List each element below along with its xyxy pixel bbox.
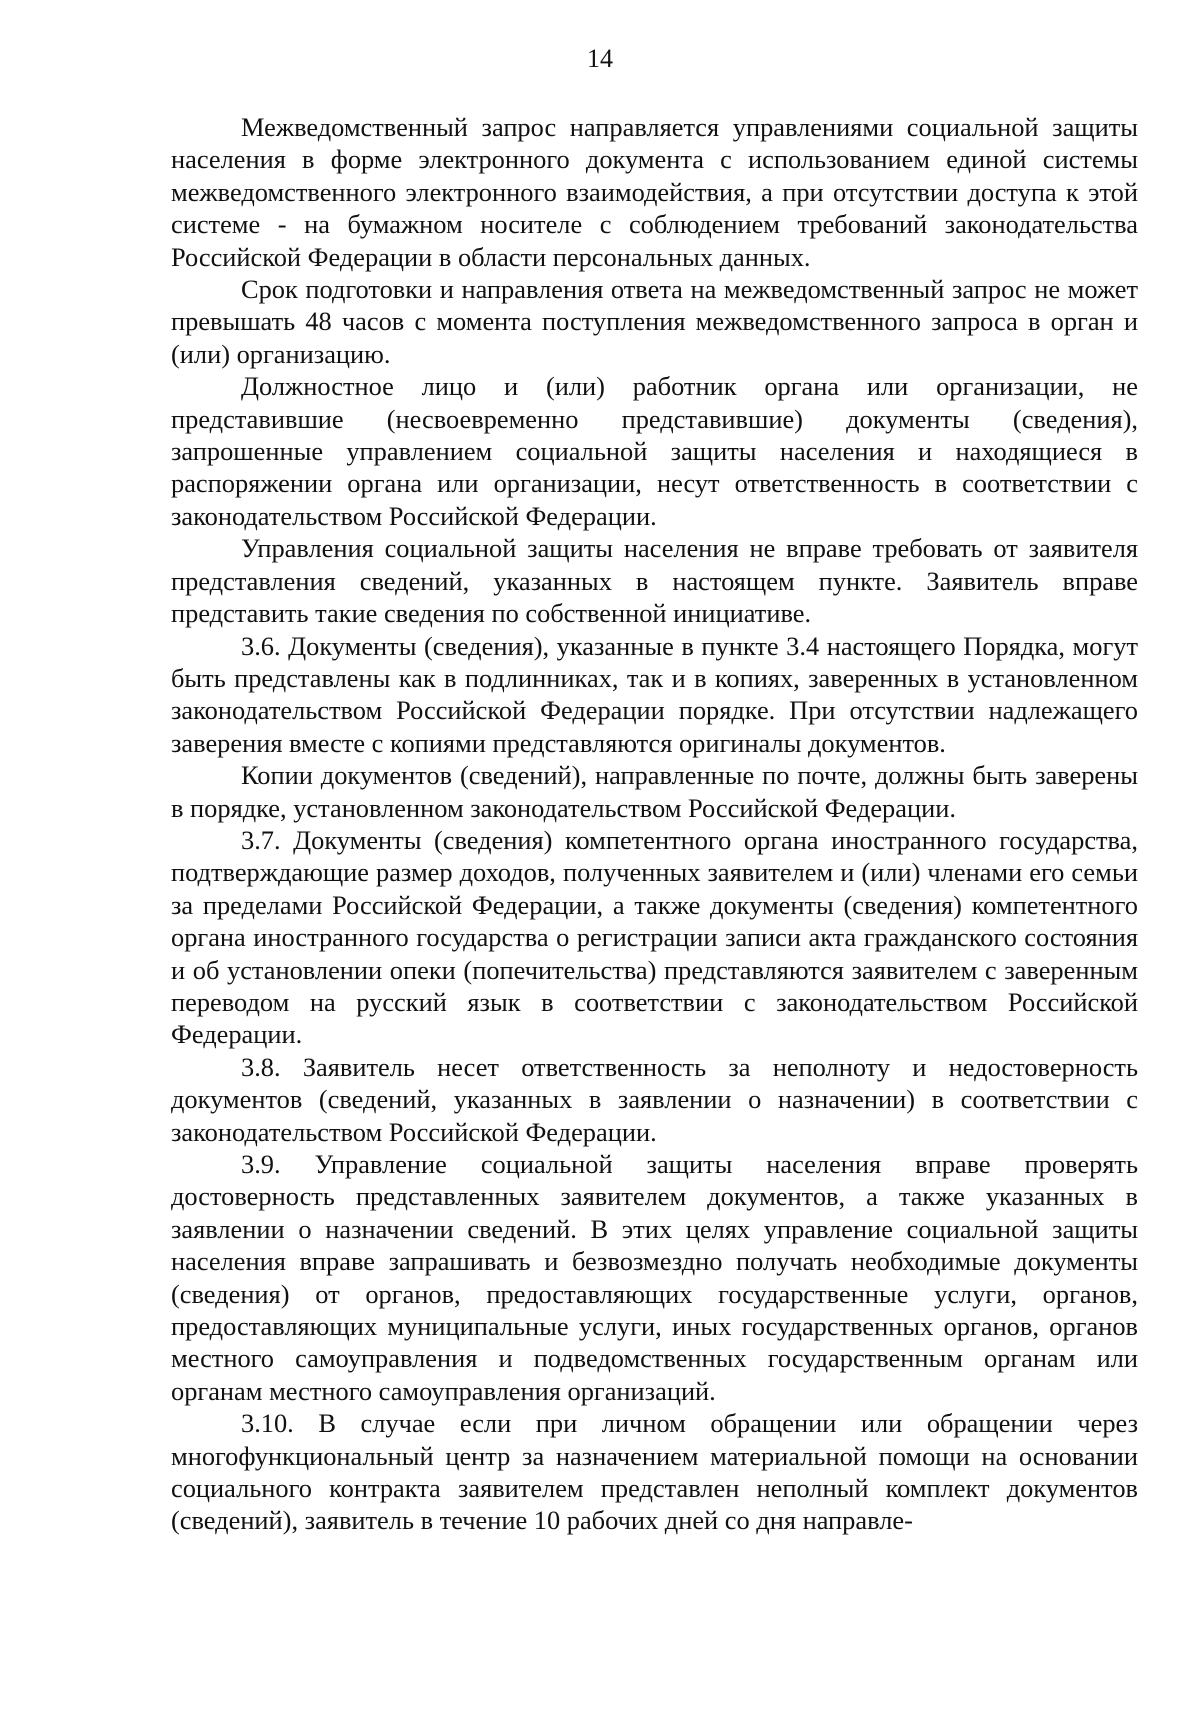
paragraph-responsibility: Должностное лицо и (или) работник органа или организации, не представившие (несвоевременно представившие) документы (сведения), запрошенные управлением социальной защиты населения и находящиеся в распоряжении органа или организации, несут ответственность в соответствии с законодательством Российской Федерации. xyxy=(171,371,1138,531)
paragraph-3-6: 3.6. Документы (сведения), указанные в пункте 3.4 настоящего Порядка, могут быть представлены как в подлинниках, так и в копиях, заверенных в установленном законодательством Российской Федерации порядке. При отсутствии надлежащего заверения вместе с копиями представляются оригиналы документов. xyxy=(171,630,1138,758)
page-number: 14 xyxy=(587,44,613,73)
paragraph-3-8: 3.8. Заявитель несет ответственность за неполноту и недостоверность документов (сведений, указанных в заявлении о назначении) в соответствии с законодательством Российской Федерации. xyxy=(171,1051,1138,1147)
paragraph-3-7: 3.7. Документы (сведения) компетентного органа иностранного государства, подтверждающие размер доходов, полученных заявителем и (или) членами его семьи за пределами Российской Федерации, а также документы (сведения) компетентного органа иностранного государства о регистрации записи акта гражданского состояния и об установлении опеки (попечительства) представляются заявителем с заверенным переводом на русский язык в соответствии с законодательством Российской Федерации. xyxy=(171,824,1138,1050)
paragraph-document-copies: Копии документов (сведений), направленные по почте, должны быть заверены в порядке, установленном законодательством Российской Федерации. xyxy=(171,760,1138,823)
paragraph-3-9: 3.9. Управление социальной защиты населения вправе проверять достоверность представленных заявителем документов, а также указанных в заявлении о назначении сведений. В этих целях управление социальной защиты населения вправе запрашивать и безвозмездно получать необходимые документы (сведения) от органов, предоставляющих государственные услуги, органов, предоставляющих муниципальные услуги, иных государственных органов, органов местного самоуправления и подведомственных государственным органам или органам местного самоуправления организаций. xyxy=(171,1149,1138,1406)
paragraph-3-10: 3.10. В случае если при личном обращении или обращении через многофункциональный центр за назначением материальной помощи на основании социального контракта заявителем представлен неполный комплект документов (сведений), заявитель в течение 10 рабочих дней со дня направле- xyxy=(171,1408,1138,1536)
paragraph-response-deadline: Срок подготовки и направления ответа на межведомственный запрос не может превышать 48 часов с момента поступления межведомственного запроса в орган и (или) организацию. xyxy=(171,274,1138,369)
document-body xyxy=(171,111,1138,1537)
paragraph-interagency-request: Межведомственный запрос направляется управлениями социальной защиты населения в форме электронного документа с использованием единой системы межведомственного электронного взаимодействия, а при отсутствии доступа к этой системе - на бумажном носителе с соблюдением требований законодательства Российской Федерации в области персональных данных. xyxy=(171,112,1138,272)
paragraph-no-requirement: Управления социальной защиты населения не вправе требовать от заявителя представления сведений, указанных в настоящем пункте. Заявитель вправе представить такие сведения по собственной инициативе. xyxy=(171,533,1138,629)
